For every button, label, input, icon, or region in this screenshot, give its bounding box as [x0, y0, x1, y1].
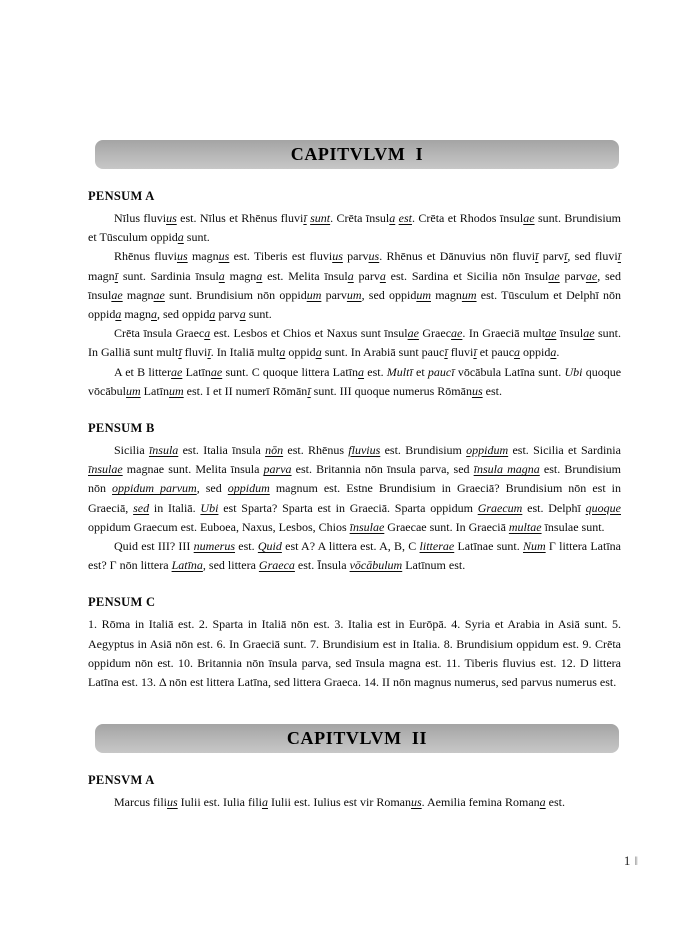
chapter-1-banner: [95, 140, 619, 169]
chapter-1-pensum-c-section: [88, 595, 621, 692]
pensum-b-heading: PENSUM B: [88, 421, 155, 436]
chapter-2-pensum-a-heading: PENSVM A: [88, 773, 155, 788]
page-number-value: 1: [623, 853, 631, 868]
pensum-b-paragraph-1: Sicilia īnsula est. Italia īnsula nōn est. Rhēnus fluvius est. Brundisium oppidum est. Sicilia et Sardinia īnsulae magnae sunt. Melita īnsula parva est. Britannia nōn īnsula parva, sed īnsula magna est. Brundisium nōn oppidum parvum, sed oppidum magnum est. Estne Brundisium in Graeciā? Brundisium nōn est in Graeciā, sed in Italiā. Ubi est Sparta? Sparta est in Graeciā. Sparta oppidum Graecum est. Delphī quoque oppidum Graecum est. Euboea, Naxus, Lesbos, Chios īnsulae Graecae sunt. In Graeciā multae īnsulae sunt.: [88, 443, 622, 534]
page-number: [624, 853, 638, 869]
pensum-c-heading: PENSUM C: [88, 595, 156, 610]
chapter-2-pensum-a-paragraph-1: Marcus filius Iulii est. Iulia filia Iulii est. Iulius est vir Romanus. Aemilia femina Romana est.: [114, 795, 565, 810]
chapter-2-title: CAPITVLVM II: [286, 728, 428, 749]
chapter-2-pensum-a-section: [88, 773, 621, 812]
pensum-a-paragraph-1: Nīlus fluvius est. Nīlus et Rhēnus fluviī sunt. Crēta īnsula est. Crēta et Rhodos īnsulae sunt. Brundisium et Tūsculum oppida sunt.: [88, 211, 622, 245]
pensum-a-paragraph-4: A et B litterae Latīnae sunt. C quoque littera Latīna est. Multī et paucī vōcābula Latīna sunt. Ubi quoque vōcābulum Latīnum est. I et II numerī Rōmānī sunt. III quoque numerus Rōmānus est.: [88, 364, 622, 398]
page-number-mark: ‖: [634, 853, 638, 868]
pensum-c-paragraph-1: 1. Rōma in Italiā est. 2. Sparta in Italiā nōn est. 3. Italia est in Eurōpā. 4. Syria et Arabia in Asiā sunt. 5. Aegyptus in Asiā nōn est. 6. In Graeciā sunt. 7. Brundisium est in Italia. 8. Brundisium oppidum est. 9. Crēta oppidum nōn est. 10. Britannia nōn īnsula parva, sed īnsula magna est. 11. Tiberis fluvius est. 12. D littera Latīna est. 13. Δ nōn est littera Latīna, sed littera Graeca. 14. II nōn magnus numerus, sed parvus numerus est.: [88, 617, 621, 690]
pensum-a-paragraph-2: Rhēnus fluvius magnus est. Tiberis est fluvius parvus. Rhēnus et Dānuvius nōn fluviī parvī, sed fluviī magnī sunt. Sardinia īnsula magna est. Melita īnsula parva est. Sardina et Sicilia nōn īnsulae parvae, sed īnsulae magnae sunt. Brundisium nōn oppidum parvum, sed oppidum magnum est. Tūsculum et Delphī nōn oppida magna, sed oppida parva sunt.: [88, 249, 621, 322]
chapter-1-pensum-a-section: [88, 189, 621, 401]
pensum-a-heading: PENSUM A: [88, 189, 155, 203]
chapter-1-title: CAPITVLVM I: [290, 144, 424, 164]
page-content: [88, 0, 621, 812]
pensum-b-paragraph-2: Quid est III? III numerus est. Quid est A? A littera est. A, B, C litterae Latīnae sunt. Num Γ littera Latīna est? Γ nōn littera Latīna, sed littera Graeca est. Īnsula vōcābulum Latīnum est.: [88, 539, 622, 573]
pensum-a-paragraph-3: Crēta īnsula Graeca est. Lesbos et Chios et Naxus sunt īnsulae Graecae. In Graeciā multae īnsulae sunt. In Galliā sunt multī fluviī. In Italiā multa oppida sunt. In Arabiā sunt paucī fluviī et pauca oppida.: [88, 326, 621, 360]
chapter-1-pensum-b-section: [88, 421, 621, 575]
chapter-2-banner: [95, 724, 619, 753]
